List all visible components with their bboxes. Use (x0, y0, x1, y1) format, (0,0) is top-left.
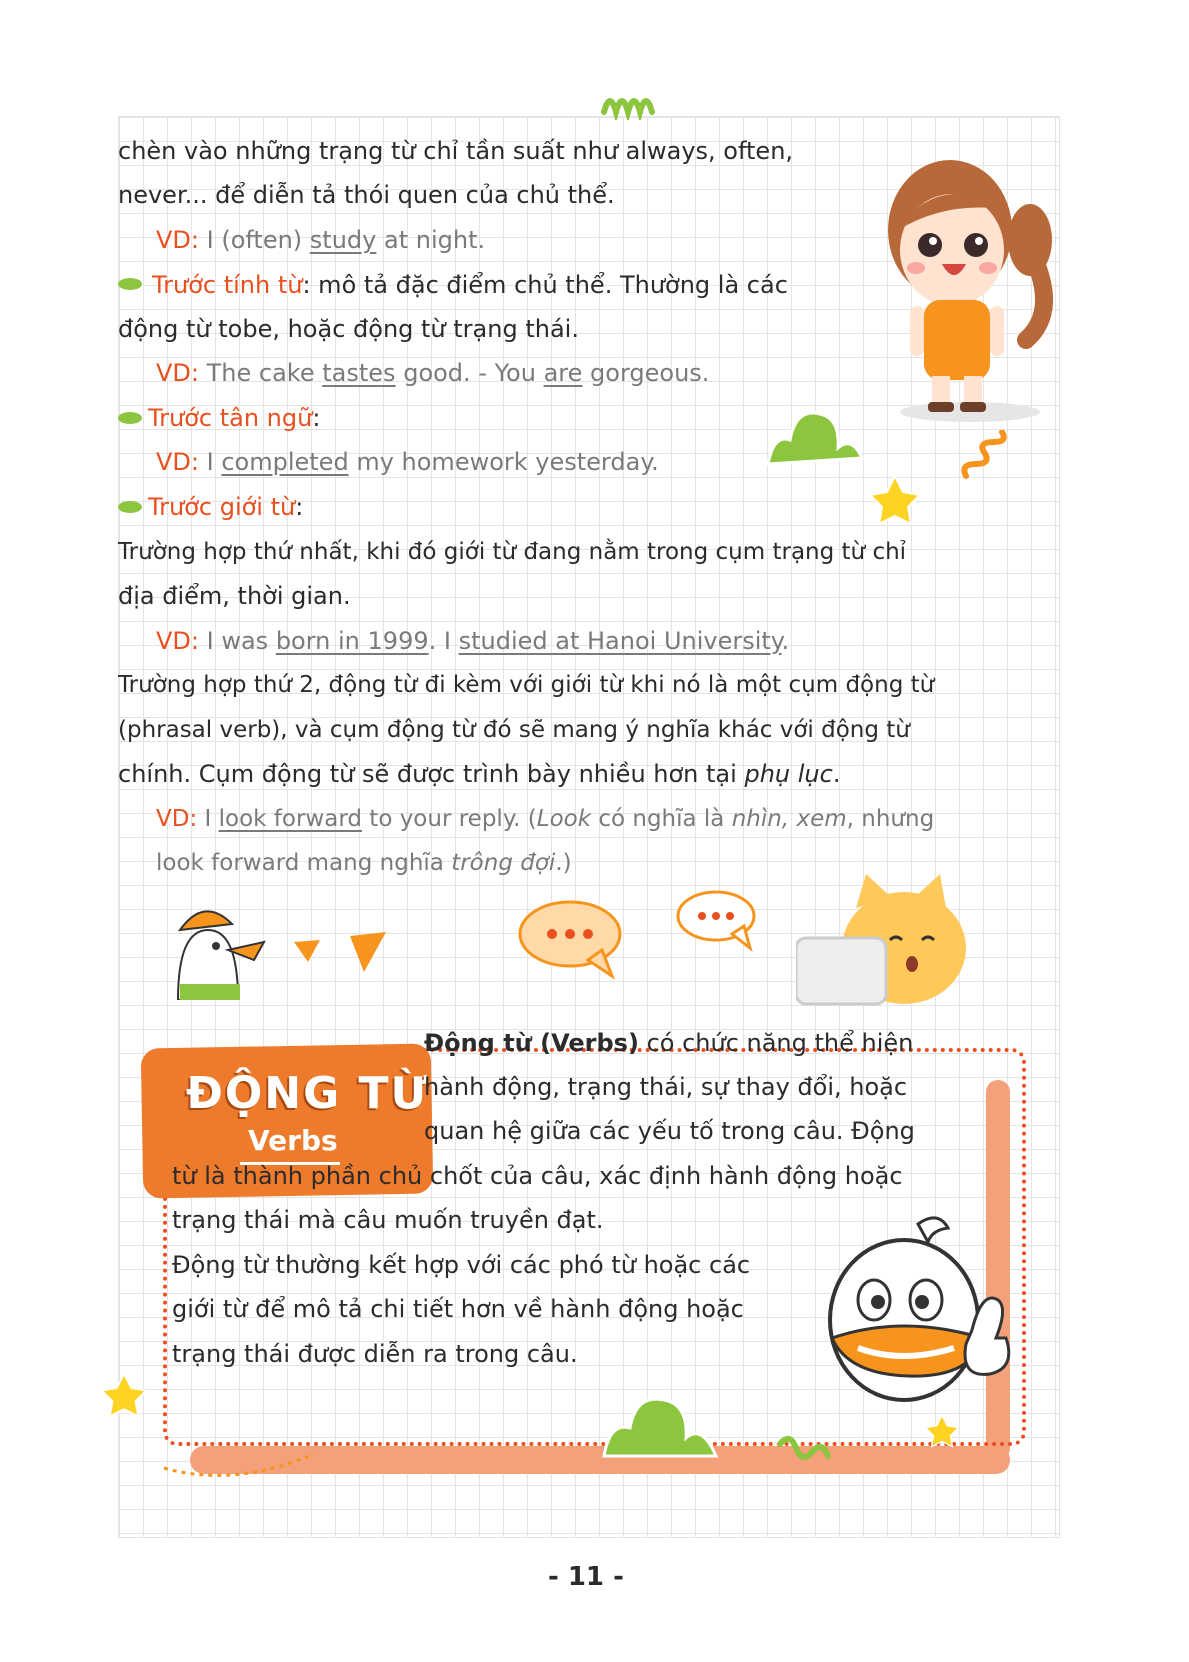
example-text: I (206, 448, 214, 476)
example-label: VD: (156, 448, 199, 476)
example-italic: nhìn, xem (731, 806, 847, 832)
bullet-icon (118, 278, 142, 290)
example-text: I was (206, 627, 269, 655)
example-text: . I (428, 627, 451, 655)
italic-term: phụ lục (744, 760, 833, 788)
example-italic: Look (536, 806, 592, 832)
section-text-line: quan hệ giữa các yếu tố trong câu. Động (424, 1117, 915, 1145)
section-text-line (424, 1028, 913, 1058)
text-line: địa điểm, thời gian. (118, 582, 351, 610)
example-text: I (204, 806, 212, 832)
spring-icon (600, 86, 662, 120)
rule-heading: Trước tính từ (152, 271, 303, 299)
rule-text: : (295, 493, 304, 521)
text-line: Trường hợp thứ nhất, khi đó giới từ đang nằm trong cụm trạng từ chỉ (118, 539, 907, 565)
text-line: never... để diễn tả thói quen của chủ thể. (118, 181, 615, 209)
example-highlight: study (309, 226, 377, 254)
example-label: VD: (156, 226, 199, 254)
text-line (148, 492, 303, 522)
star-icon (868, 474, 922, 526)
spring-icon (776, 1430, 836, 1474)
text-span: . (832, 760, 841, 788)
example-line (156, 225, 485, 255)
example-highlight: are (543, 359, 583, 387)
girl-illustration (880, 140, 1060, 430)
text-line (148, 403, 320, 433)
cat-illustration (796, 868, 976, 1008)
example-text: my homework yesterday. (356, 448, 659, 476)
bullet-icon (118, 412, 142, 424)
example-line (156, 626, 789, 656)
rule-text: : (312, 404, 321, 432)
text-line (118, 759, 840, 789)
section-text-line: trạng thái mà câu muốn truyền đạt. (172, 1206, 604, 1234)
example-highlight: tastes (322, 359, 396, 387)
text-line (152, 270, 788, 300)
star-icon (924, 1414, 960, 1448)
section-text-line: trạng thái được diễn ra trong câu. (172, 1340, 578, 1368)
example-text: gorgeous. (590, 359, 710, 387)
rule-heading: Trước giới từ (148, 493, 296, 521)
example-text: . (781, 627, 790, 655)
example-label: VD: (156, 806, 198, 832)
text-line: Trường hợp thứ 2, động từ đi kèm với giới từ khi nó là một cụm động từ (118, 672, 935, 698)
bush-icon (762, 410, 872, 466)
bush-icon (598, 1394, 728, 1458)
text-line: chèn vào những trạng từ chỉ tần suất như always, often, (118, 137, 794, 165)
example-text: , nhưng (846, 806, 935, 832)
example-text: to your reply. ( (369, 806, 537, 832)
rule-text: : mô tả đặc điểm chủ thể. Thường là các (302, 271, 788, 299)
text-span: chính. Cụm động từ sẽ được trình bày nhiều hơn tại (118, 760, 737, 788)
example-text: good. - You (403, 359, 536, 387)
bullet-icon (118, 501, 142, 513)
example-line (156, 848, 572, 878)
example-italic: trông đợi (451, 850, 556, 876)
example-highlight: born in 1999 (275, 627, 429, 655)
example-text: at night. (384, 226, 486, 254)
example-highlight: look forward (218, 806, 362, 832)
goose-illustration (158, 900, 268, 1000)
example-label: VD: (156, 627, 199, 655)
example-text: look forward mang nghĩa (156, 850, 444, 876)
example-text: có nghĩa là (598, 806, 725, 832)
section-text: có chức năng thể hiện (646, 1029, 914, 1057)
rule-heading: Trước tân ngữ (148, 404, 313, 432)
example-line (156, 804, 934, 834)
section-text-line: Động từ thường kết hợp với các phó từ hoặc các (172, 1251, 751, 1279)
star-icon (100, 1372, 148, 1418)
example-highlight: studied at Hanoi University (458, 627, 782, 655)
duck-illustration (822, 1210, 1022, 1420)
dotted-line-decoration (160, 1448, 320, 1478)
speech-bubble-icon (676, 890, 758, 954)
confetti-icon (290, 930, 400, 990)
example-text: .) (555, 850, 572, 876)
term-bold: Động từ (Verbs) (424, 1029, 639, 1057)
page-number: - 11 - (548, 1562, 624, 1592)
spring-icon (958, 430, 1008, 482)
section-text-line: giới từ để mô tả chi tiết hơn về hành động hoặc (172, 1295, 744, 1323)
section-text-line: từ là thành phần chủ chốt của câu, xác định hành động hoặc (172, 1162, 903, 1190)
section-title: ĐỘNG TỪ (186, 1068, 430, 1119)
example-text: The cake (206, 359, 315, 387)
example-highlight: completed (221, 448, 349, 476)
speech-bubble-icon (518, 900, 628, 980)
text-line: (phrasal verb), và cụm động từ đó sẽ mang ý nghĩa khác với động từ (118, 717, 910, 743)
text-line: động từ tobe, hoặc động từ trạng thái. (118, 315, 579, 343)
example-line (156, 358, 709, 388)
example-line (156, 447, 659, 477)
section-subtitle: Verbs (248, 1124, 338, 1157)
example-label: VD: (156, 359, 199, 387)
section-text-line: hành động, trạng thái, sự thay đổi, hoặc (424, 1073, 908, 1101)
example-text: I (often) (206, 226, 303, 254)
